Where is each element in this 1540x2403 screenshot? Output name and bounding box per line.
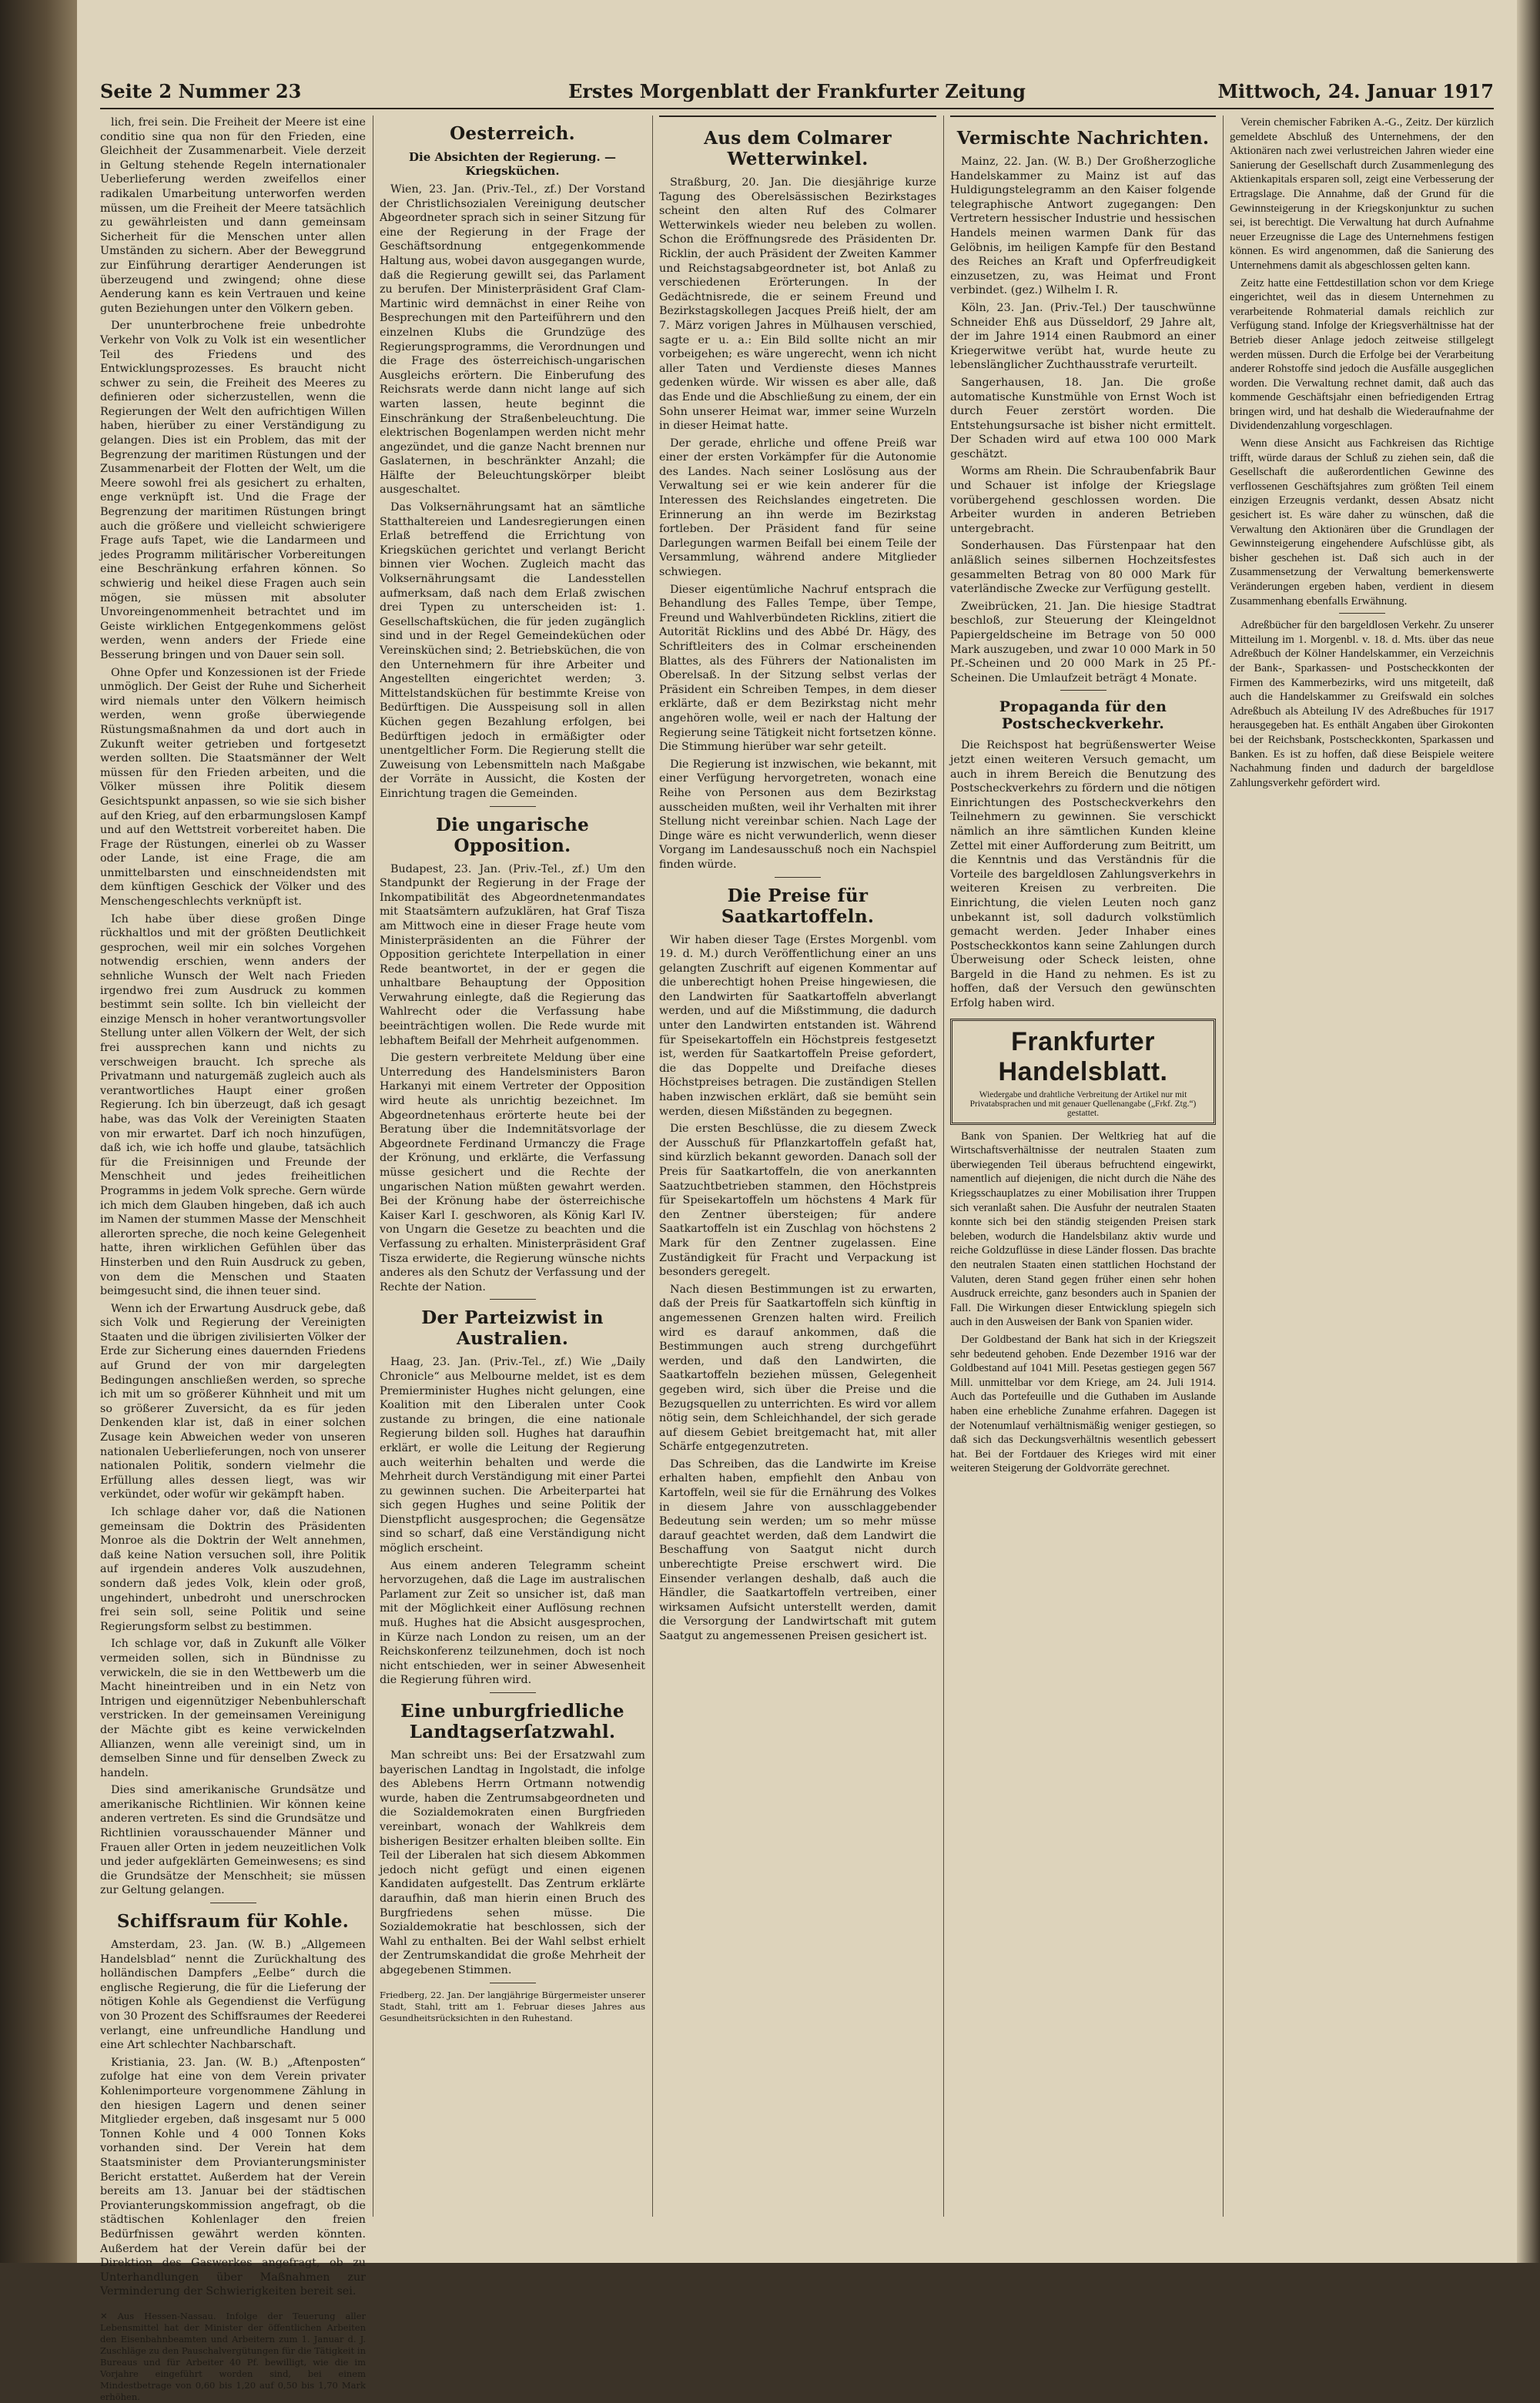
header-rule bbox=[100, 108, 1494, 109]
article-headline: Aus dem Colmarer Wetterwinkel. bbox=[704, 128, 892, 169]
article-paragraph: Wenn ich der Erwartung Ausdruck gebe, daß sich Volk und Regierung der Vereinigten Staaten und die übrigen zivilisierten Völker der Erde zur Sicherung eines dauernden Friedens auf Grund der von mir dargelegten Bedingungen anschließen werden, so spreche ich mit um so größerer Kühnheit und mit um so größerer Zuversicht, da es für jeden Denkenden klar ist, daß in einer solchen Zusage kein Abweichen weder von unseren nationalen Ueberlieferungen, noch von unserer nationalen Politik, sondern vielmehr die Erfüllung alles dessen liegt, was wir verkündet, oder wofür wir gekämpft haben. bbox=[100, 1302, 367, 1501]
article-paragraph: Adreßbücher für den bargeldlosen Verkehr. Zu unserer Mitteilung im 1. Morgenbl. v. 18. d. Mts. über das neue Adreßbuch der Kölner Handelskammer, ein Verzeichnis der Bank-, Sparkassen- und Postscheckkonten der Firmen des Kammerbezirks, wird uns mitgeteilt, daß auch die Handelskammer zu Greifswald ein solches Adreßbuch als Abteilung IV des Adreßbuches für 1917 herausgegeben hat. Es enthält Angaben über Girokonten bei der Reichsbank, Postscheckkonten, Sparkassen und Banken. Es ist zu hoffen, daß diese Beispiele weitere Nachahmung finden und dadurch der bargeldlose Zahlungsverkehr gefördert wird. bbox=[1230, 619, 1494, 789]
article-paragraph: Aus einem anderen Telegramm scheint hervorzugehen, daß die Lage im australischen Parlament zur Zeit so unsicher ist, daß man mit der Möglichkeit einer Auflösung rechnen muß. Hughes hat die Absicht ausgesprochen, in Kürze nach London zu reisen, um an der Reichskonferenz teilzunehmen, doch ist noch nicht entschieden, wer in seiner Abwesenheit die Regierung führen wird. bbox=[380, 1559, 645, 1687]
article-headline: Die Preise für Saatkartoffeln. bbox=[721, 885, 875, 927]
article-paragraph: Die ersten Beschlüsse, die zu diesem Zweck der Ausschuß für Pflanzkartoffeln gefaßt hat, sind kürzlich bekannt geworden. Danach soll der Preis für Saatkartoffeln, die von anerkannten Saatzuchtbetrieben stammen, den Höchstpreis für Speisekartoffeln um höchstens 4 Mark für den Zentner übersteigen; für andere Saatkartoffeln ist ein Zuschlag von höchstens 2 Mark für den Zentner zugelassen. Eine Zuständigkeit für Fracht und Verpackung ist besonders geregelt. bbox=[659, 1123, 936, 1279]
article-paragraph: Wenn diese Ansicht aus Fachkreisen das Richtige trifft, würde daraus der Schluß zu ziehen sein, daß die Gesellschaft die außerordentlichen Gewinne des verflossenen Geschäftsjahres zum größten Teil einem einzigen Erzeugnis verdankt, dessen Absatz nicht gesichert ist. Es wäre daher zu wünschen, daß die Verwaltung den Aktionären über die Grundlagen der Gewinnsteigerung eingehendere Aufschlüsse gibt, als bisher geschehen ist. Daß sich auch in der Zusammensetzung der Verwaltung bemerkenswerte Veränderungen ergeben haben, verdient in diesem Zusammenhang ebenfalls Erwähnung. bbox=[1230, 437, 1494, 607]
article-headline: Propaganda für den Postscheckverkehr. bbox=[999, 698, 1167, 733]
article-paragraph: Wir haben dieser Tage (Erstes Morgenbl. vom 19. d. M.) durch Veröffentlichung einer an uns gelangten Zuschrift auf eigenen Kommentar auf die unberechtigt hohen Preise hingewiesen, die den Landwirten für Saatkartoffeln abverlangt werden, und auf die Mißstimmung, die dadurch unter den Landwirten entstanden ist. Während für Speisekartoffeln ein Höchstpreis festgesetzt ist, werden für Saatkartoffeln Preise gefordert, die das Doppelte und Dreifache dieses Höchstpreises betragen. Die zuständigen Stellen haben inzwischen erklärt, daß sie bemüht sein werden, diesen Mißständen zu begegnen. bbox=[659, 933, 936, 1118]
article-paragraph: Zeitz hatte eine Fettdestillation schon vor dem Kriege eingerichtet, weil das in diesem Unternehmen zu verarbeitende Rohmaterial damals reichlich zur Verfügung stand. Infolge der Kriegsverhältnisse hat der Betrieb dieser Anlage jedoch zeitweise stillgelegt werden müssen. Durch die Erfolge bei der Verarbeitung anderer Rohstoffe sind jedoch die Ausfälle ausgeglichen worden. Die Verwaltung rechnet damit, daß auch das kommende Geschäftsjahr einen befriedigenden Ertrag bringen wird, und hat deshalb die Wiederaufnahme der Dividendenzahlung vorgeschlagen. bbox=[1230, 276, 1494, 433]
news-item: Sonderhausen. Das Fürstenpaar hat den anläßlich seines silbernen Hochzeitsfestes gesammelten Betrag von 80 000 Mark für vaterländische Zwecke zur Verfügung gestellt. bbox=[950, 540, 1216, 596]
news-brief: ✕ Aus Hessen-Nassau. Infolge der Teuerung aller Lebensmittel hat der Minister der öffentlichen Arbeiten den Eisenbahnbeamten und Arbeitern zum 1. Januar d. J. Zuschläge zu den Pauschalvergütungen für die Tätigkeit in Bureaus und für Arbeiter 40 Pf. bewilligt, wie die im Vorjahre eingeführt worden sind, bei einem Mindestbetrage von 0,60 bis 1,20 auf 0,50 bis 1,70 Mark erhöhen. bbox=[100, 2310, 366, 2402]
article-paragraph: Ich schlage vor, daß in Zukunft alle Völker vermeiden sollen, sich in Bündnisse zu verwickeln, die sie in den Wettbewerb um die Macht hineintreiben und in ein Netz von Intrigen und eigennütziger Nebenbuhlerschaft verstricken. In der gemeinsamen Vereinigung der Mächte gibt es keine verwickelnden Allianzen, wenn alle vereinigt sind, um in demselben Sinne und für denselben Zweck zu handeln. bbox=[100, 1638, 366, 1779]
article-paragraph: lich, frei sein. Die Freiheit der Meere ist eine conditio sine qua non für den Frieden, eine Gleichheit der Zusammenarbeit. Viele derzeit in Geltung stehende Regeln internationaler Ueberlieferung werden zweifellos einer radikalen Umarbeitung unterworfen werden müssen, um die Freiheit der Meere tatsächlich zu gewährleisten und dann gemeinsam Sicherheit für die Menschen unter allen Umständen zu sichern. Aber der Beweggrund zur Einführung derartiger Aenderungen ist überzeugend und zwingend; ohne diese Aenderung kann es kein Vertrauen und keine guten Beziehungen unter den Völkern geben. bbox=[100, 116, 366, 315]
section-box bbox=[659, 115, 936, 169]
article-headline: Oesterreich. bbox=[450, 123, 575, 144]
page-edge bbox=[1517, 0, 1540, 2263]
section-divider bbox=[1060, 690, 1106, 691]
article-headline: Der Parteizwist in Australien. bbox=[421, 1307, 604, 1350]
column-1 bbox=[100, 115, 367, 2402]
book-binding bbox=[0, 0, 77, 2263]
article-paragraph: Der ununterbrochene freie unbedrohte Verkehr von Volk zu Volk ist ein wesentlicher Teil des Friedens und des Entwicklungsprozesses. Es braucht nicht schwer zu sein, die Freiheit des Meeres zu definieren oder sicherzustellen, wenn die Regierungen der Welt den aufrichtigen Willen haben, hierüber zu einer Verständigung zu gelangen. Dies ist ein Problem, das mit der Begrenzung der maritimen Rüstungen und der Zusammenarbeit der Flotten der Welt, um die Meere sowohl frei als gesichert zu erhalten, enge verknüpft ist. Und die Frage der Begrenzung der maritimen Rüstungen bringt auch die größere und vielleicht schwierigere Frage aufs Tapet, wie die Landarmeen und jedes Programm militärischer Vorbereitungen eine Beschränkung erfahren können. So schwierig und heikel diese Fragen auch sein mögen, sie müssen mit absoluter Unvoreingenommenheit betrachtet und im Geiste wirklichen Entgegenkommens gelöst werden, wenn anders der Friede eine Besserung bringen und von Dauer sein soll. bbox=[100, 320, 366, 661]
news-brief: Friedberg, 22. Jan. Der langjährige Bürgermeister unserer Stadt, Stahl, tritt am 1. Februar dieses Jahres aus Gesundheitsrücksichten in den Ruhestand. bbox=[380, 1989, 645, 2023]
article-paragraph: Die Reichspost hat begrüßenswerter Weise jetzt einen weiteren Versuch gemacht, um auch in ihrem Bereich die Benutzung des Postscheckverkehrs zu fördern und die nötigen Einrichtungen des Postscheckverkehrs den Teilnehmern zu gewinnen. Sie verschickt nämlich an ihre sämtlichen Kunden kleine Zettel mit einer Aufforderung zum Beitritt, um die Kenntnis und das Verständnis für die Vorteile des bargeldlosen Zahlungsverkehrs in weiteren Kreisen zu verbreiten. Die Einrichtung, die vielen Leuten noch ganz unbekannt ist, soll dadurch volkstümlich gemacht werden. Jeder Inhaber eines Postscheckkontos kann seine Zahlungen durch Überweisung oder Scheck leisten, ohne Bargeld in die Hand zu nehmen. Es ist zu hoffen, daß der Versuch den gewünschten Erfolg haben wird. bbox=[950, 739, 1216, 1010]
section-divider bbox=[490, 1299, 536, 1300]
section-divider bbox=[490, 1692, 536, 1693]
article-paragraph: Ich habe über diese großen Dinge rückhaltlos und mit der größten Deutlichkeit gesprochen, weil mir ein solches Vorgehen notwendig erschien, wenn anders der sehnliche Wunsch der Welt nach Frieden irgendwo frei zum Ausdruck zu kommen bestimmt sein sollte. Ich bin vielleicht der einzige Mensch in hoher verantwortungsvoller Stellung unter allen Völkern der Welt, der sich frei aussprechen kann und nichts zu verschweigen braucht. Ich spreche als Privatmann und naturgemäß zugleich auch als verantwortliches Haupt einer großen Regierung. Ich bin überzeugt, daß ich gesagt habe, was das Volk der Vereinigten Staaten von mir erwartet. Darf ich noch hinzufügen, daß ich, wie ich hoffe und glaube, tatsächlich für die Freisinnigen und Freunde der Menschheit und jedes freiheitlichen Programms in jedem Volk spreche. Gern würde ich mich dem Glauben hingeben, daß ich auch im Namen der stummen Masse der Menschheit allerorten spreche, die noch keine Gelegenheit hatte, ihren wirklichen Gefühlen über das Hinsterben und den Ruin Ausdruck zu geben, von dem die Menschen und Staaten beimgesucht sind, die ihnen teuer sind. bbox=[100, 912, 366, 1298]
section-divider bbox=[490, 806, 536, 807]
banner-title: Frankfurter Handelsblatt. bbox=[998, 1026, 1168, 1086]
section-banner bbox=[950, 1019, 1216, 1125]
article-paragraph: Das Schreiben, das die Landwirte im Kreise erhalten haben, empfiehlt den Anbau von Kartoffeln, weil sie für die Ernährung des Volkes in diesem Jahre von ausschlaggebender Bedeutung sein werden; um so mehr müsse darauf geachtet werden, daß dem Landwirt die Beschaffung von Saatgut nicht durch unberechtigte Preise erschwert wird. Die Einsender verlangen deshalb, daß auch die Händler, die Saatkartoffeln vertreiben, einer wirksamen Aufsicht unterstellt werden, damit die Versorgung der Landwirtschaft mit gutem Saatgut zu angemessenen Preisen gesichert ist. bbox=[659, 1458, 936, 1642]
column-divider bbox=[943, 115, 944, 2217]
article-paragraph: Nach diesen Bestimmungen ist zu erwarten, daß der Preis für Saatkartoffeln sich künftig in angemessenen Grenzen halten wird. Freilich wird es darauf ankommen, daß die Bestimmungen auch streng durchgeführt werden, und daß den Landwirten, die Saatkartoffeln beziehen müssen, Gelegenheit gegeben wird, sich über die Preise und die Bezugsquellen zu unterrichten. Es wird vor allem nötig sein, dem Schleichhandel, der sich gerade auf diesem Gebiet breitgemacht hat, mit aller Schärfe entgegenzutreten. bbox=[659, 1283, 936, 1454]
article-paragraph: Der Goldbestand der Bank hat sich in der Kriegszeit sehr bedeutend gehoben. Ende Dezember 1916 war der Goldbestand auf 1041 Mill. Pesetas gestiegen gegen 567 Mill. unmittelbar vor dem Kriege, am 24. Juli 1914. Auch das Portefeuille und die Guthaben im Auslande haben eine erhebliche Zunahme erfahren. Dagegen ist der Notenumlauf verhältnismäßig weniger gestiegen, so daß sich das Deckungsverhältnis wesentlich gebessert hat. Bei der Fortdauer des Krieges wird mit einer weiteren Steigerung der Goldvorräte gerechnet. bbox=[950, 1333, 1216, 1475]
section-box bbox=[950, 115, 1216, 149]
article-paragraph: Amsterdam, 23. Jan. (W. B.) „Allgemeen Handelsblad“ nennt die Zurückhaltung des holländischen Dampfers „Eelbe“ durch die englische Regierung, die für die Lieferung der nötigen Kohle als Gegendienst die Verfügung von 30 Prozent des Schiffsraumes der Reederei verlangt, eine unfreundliche Handlung und eine Art schlechter Nachbarschaft. bbox=[100, 1939, 366, 2052]
banner-copyright-note: Wiedergabe und drahtliche Verbreitung der Artikel nur mit Privatabsprachen und mit genauer Quellenangabe („Frkf. Ztg.“) gestattet. bbox=[969, 1089, 1197, 1118]
article-subheadline: Die Absichten der Regierung. — Kriegsküchen. bbox=[409, 150, 616, 178]
article-paragraph: Dieser eigentümliche Nachruf entsprach die Behandlung des Falles Tempe, über Tempe, Freund und Wahlverbündeten Ricklins, zitiert die Autorität Ricklins und des Abbé Dr. Hägy, des Schriftleiters des in Colmar erscheinenden Blattes, als des Führers der Nationalisten im Oberelsaß. In der Sitzung selbst verlas der Präsident ein Schreiben Tempes, in dem dieser erklärte, daß er dem Bezirkstag nicht mehr angehören wolle, weil er nach der Haltung der Regierung seine Tätigkeit nicht fortsetzen könne. Die Stimmung hierüber war sehr geteilt. bbox=[659, 583, 936, 754]
news-item: Worms am Rhein. Die Schraubenfabrik Baur und Schauer ist infolge der Kriegslage vorübergehend geschlossen worden. Die Arbeiter wurden in anderen Betrieben untergebracht. bbox=[950, 465, 1216, 535]
article-headline: Eine unburgfriedliche Landtagserſatzwahl. bbox=[400, 1701, 624, 1742]
article-paragraph: Budapest, 23. Jan. (Priv.-Tel., zf.) Um den Standpunkt der Regierung in der Frage der Inkompatibilität des Abgeordnetenmandates mit Staatsämtern aufzuklären, hat Graf Tisza am Mittwoch eine in dieser Frage heute vom Ministerpräsidenten an die Führer der Opposition gerichtete Interpellation in einer Rede beantwortet, in der er gegen die unhaltbare Behauptung der Opposition Verwahrung einlegte, daß die Regierung das Wahlrecht oder die Verfassung habe beeinträchtigen wollen. Die Rede wurde mit lebhaftem Beifall der Mehrheit aufgenommen. bbox=[380, 862, 645, 1047]
news-item: Zweibrücken, 21. Jan. Die hiesige Stadtrat beschloß, zur Steuerung der Kleingeldnot Papiergeldscheine im Betrage von 50 000 Mark auszugeben, und zwar 10 000 Mark in 50 Pf.-Scheinen und 20 000 Mark in 25 Pf.-Scheinen. Die Umlaufzeit beträgt 4 Monate. bbox=[950, 600, 1216, 684]
column-divider bbox=[1223, 115, 1224, 2217]
page-header bbox=[100, 77, 1494, 108]
article-paragraph: Ich schlage daher vor, daß die Nationen gemeinsam die Doktrin des Präsidenten Monroe als die Doktrin der Welt annehmen, daß keine Nation versuchen soll, ihre Politik auf irgendein anderes Volk auszudehnen, sondern daß jedes Volk, klein oder groß, ungehindert, unbedroht und unerschrocken frei sein soll, seine Politik und seine Regierungsform selbst zu bestimmen. bbox=[100, 1506, 366, 1633]
news-item: Köln, 23. Jan. (Priv.-Tel.) Der tauschwünne Schneider Ehß aus Düsseldorf, 29 Jahre alt, der im Jahre 1914 einen Raubmord an einer Kriegerwitwe verübt hat, wurde heute zu lebenslänglicher Zuchthausstrafe verurteilt. bbox=[950, 301, 1216, 372]
column-4 bbox=[950, 115, 1216, 2232]
article-paragraph: Der gerade, ehrliche und offene Preiß war einer der ersten Vorkämpfer für die Autonomie des Landes. Nach seiner Loslösung aus der Verwaltung sei er wie kein anderer für die Interessen des Reichslandes eingetreten. Die Erinnerung an ihn werde im Bezirkstag fortleben. Der Präsident fand für seine Darlegungen warmen Beifall bei einem Teile der Versammlung, während andere Mitglieder schwiegen. bbox=[659, 437, 936, 579]
newspaper-page bbox=[77, 0, 1517, 2402]
section-divider bbox=[775, 877, 821, 878]
column-5 bbox=[1230, 115, 1494, 2232]
news-item: Mainz, 22. Jan. (W. B.) Der Großherzogliche Handelskammer zu Mainz ist auf das Huldigungstelegramm an den Kaiser folgende telegraphische Antwort zugegangen: Den Vertretern hessischer Industrie und hessischen Handels meinen warmen Dank für das Gelöbnis, im heiligen Kampfe für den Bestand des Reiches an Kraft und Opferfreudigkeit einzusetzen, zu, was Heimat und Front verbindet. (gez.) Wilhelm I. R. bbox=[950, 156, 1216, 297]
article-headline: Die ungarische Opposition. bbox=[435, 814, 590, 856]
article-headline: Schiffsraum für Kohle. bbox=[116, 1911, 350, 1933]
article-paragraph: Das Volksernährungsamt hat an sämtliche Statthaltereien und Landesregierungen einen Erlaß betreffend die Errichtung von Kriegsküchen gerichtet und verlangt Bericht binnen vier Wochen. Zugleich macht das Volksernährungsamt die Landesstellen aufmerksam, daß nach dem Erlaß zwischen drei Typen zu unterscheiden ist: 1. Gesellschaftsküchen, die für jeden zugänglich sind und in der Regel Gemeindeküchen oder Vereinsküchen sind; 2. Betriebsküchen, die von den Unternehmern für ihre Arbeiter und Angestellten eingerichtet werden; 3. Mittelstandsküchen für bestimmte Kreise von Bedürftigen. Die Ausspeisung soll in allen Küchen gegen Bezahlung erfolgen, bei Bedürftigen jedoch in ermäßigter oder unentgeltlicher Form. Die Regierung stellt die Zuweisung von Lebensmitteln nach Maßgabe der Vorräte in Aussicht, die Kosten der Einrichtung tragen die Gemeinden. bbox=[380, 501, 645, 800]
column-divider bbox=[652, 115, 653, 2217]
article-headline: Vermischte Nachrichten. bbox=[956, 128, 1210, 149]
article-paragraph: Ohne Opfer und Konzessionen ist der Friede unmöglich. Der Geist der Ruhe und Sicherheit wird niemals unter den Völkern heimisch werden, wenn große überwiegende Rüstungsmaßnahmen da und dort auch in Zukunft weiter getrieben und fortgesetzt werden sollten. Die Staatsmänner der Welt müssen für den Frieden arbeiten, und die Völker müssen ihre Politik diesem Gesichtspunkt anpassen, so wie sie sich bisher auf den Krieg, auf den erbarmungslosen Kampf und auf den Wettstreit vorbereitet haben. Die Frage der Rüstungen, einerlei ob zu Wasser oder Lande, ist eine Frage, die am unmittelbarsten und einschneidendsten mit dem künftigen Geschick der Völker und des Menschengeschlechts verknüpft ist. bbox=[100, 666, 366, 909]
article-paragraph: Verein chemischer Fabriken A.-G., Zeitz. Der kürzlich gemeldete Abschluß des Unternehmens, der den Aktionären nach zwei verlustreichen Jahren wieder eine Sanierung der Gesellschaft durch Zusammenlegung des Aktienkapitals ersparen soll, zeigt eine Verbesserung der Ertragslage. Die Annahme, daß der Grund für die Gewinnsteigerung in der Kriegskonjunktur zu suchen sei, ist berechtigt. Die Verwaltung hat durch Aufnahme neuer Erzeugnisse die Lage des Unternehmens festigen können. Es wird angenommen, daß die Sanierung des Unternehmens damit als abgeschlossen gelten kann. bbox=[1230, 116, 1494, 272]
article-paragraph: Wien, 23. Jan. (Priv.-Tel., zf.) Der Vorstand der Christlichsozialen Vereinigung deutscher Abgeordneter sprach sich in seiner Sitzung für eine der Regierung in der Frage der Geschäftsordnung entgegenkommende Haltung aus, wobei davon ausgegangen wurde, daß die Regierung gewillt sei, das Parlament zu berufen. Der Ministerpräsident Graf Clam-Martinic wird demnächst in einer Reihe von Besprechungen mit den Parteiführern und den einzelnen Klubs die Grundzüge des Regierungsprogramms, die Verordnungen und die Frage des österreichisch-ungarischen Ausgleichs erörtern. Die Einberufung des Reichsrats werde dann nicht lange auf sich warten lassen, heute beginnt die Einschränkung der Straßenbeleuchtung. Die elektrischen Bogenlampen werden nicht mehr angezündet, und die ganze Nacht brennen nur Gaslaternen, in beschränkter Anzahl; die Hälfte der Beleuchtungskörper bleibt ausgeschaltet. bbox=[380, 183, 645, 497]
article-paragraph: Die Regierung ist inzwischen, wie bekannt, mit einer Verfügung hervorgetreten, wonach eine Reihe von Personen aus dem Bezirkstag ausscheiden mußten, weil ihr Verhalten mit ihrer Stellung nicht vereinbar schien. Nach Lage der Dinge wäre es nicht verwunderlich, wenn dieser Vorgang im Landesausschuß noch ein Nachspiel finden würde. bbox=[659, 758, 936, 871]
article-paragraph: Bank von Spanien. Der Weltkrieg hat auf die Wirtschaftsverhältnisse der neutralen Staaten zum überwiegenden Teil überaus befruchtend eingewirkt, namentlich auf diejenigen, die nicht durch die Nähe des Kriegsschauplatzes zu einer Mobilisation ihrer Truppen sich veranlaßt sahen. Die Ausfuhr der neutralen Staaten konnte sich bei den ständig steigenden Preisen stark beleben, wodurch die Handelsbilanz aktiv wurde und reiche Goldzuflüsse in diese Länder flossen. Das brachte den neutralen Staaten einen stattlichen Hochstand der Valuten, deren Stand gegen früher einen sehr hohen Ausdruck erreichte, ganz besonders auch in Spanien der Fall. Die Wirkungen dieser Entwicklung spiegeln sich auch in den Ausweisen der Bank von Spanien wider. bbox=[950, 1130, 1216, 1329]
article-paragraph: Haag, 23. Jan. (Priv.-Tel., zf.) Wie „Daily Chronicle“ aus Melbourne meldet, ist es dem Premierminister Hughes nicht gelungen, eine Koalition mit den Liberalen unter Cook zustande zu bringen, die eine nationale Regierung bilden soll. Hughes hat daraufhin erklärt, er wolle die Leitung der Regierung auch weiterhin behalten und werde die Mehrheit durch Verständigung mit einer Partei zu gewinnen suchen. Die Arbeiterpartei hat sich gegen Hughes und seine Politik der Dienstpflicht ausgesprochen; die Gegensätze sind so scharf, daß eine Verständigung nicht möglich erscheint. bbox=[380, 1356, 645, 1555]
news-item: Sangerhausen, 18. Jan. Die große automatische Kunstmühle von Ernst Woch ist durch Feuer zerstört worden. Die Entstehungsursache ist bisher nicht ermittelt. Der Schaden wird auf etwa 100 000 Mark geschätzt. bbox=[950, 376, 1216, 460]
article-paragraph: Die gestern verbreitete Meldung über eine Unterredung des Handelsministers Baron Harkanyi mit einem Vertreter der Opposition wird heute als unrichtig bezeichnet. Im Abgeordnetenhaus erörterte heute bei der Beratung über die Indemnitätsvorlage der Abgeordnete Ferdinand Urmanczy die Frage der Krönung, und erklärte, die Verfassung müsse gesichert und die Rechte der ungarischen Nation müßten gewahrt werden. Bei der Krönung habe der österreichische Kaiser Karl I. geschworen, als König Karl IV. von Ungarn die Gesetze zu beachten und die Verfassung zu erhalten. Ministerpräsident Graf Tisza erwiderte, die Regierung wünsche nichts anderes als den Schutz der Verfassung und der Rechte der Nation. bbox=[380, 1052, 645, 1294]
article-paragraph: Dies sind amerikanische Grundsätze und amerikanische Richtlinien. Wir können keine anderen vertreten. Es sind die Grundsätze und Richtlinien vorausschauender Männer und Frauen aller Orten in jedem neuzeitlichen Volk und jeder aufgeklärten Gemeinwesens; es sind die Grundsätze der Menschheit; sie müssen zur Geltung gelangen. bbox=[100, 1784, 366, 1897]
masthead-title: Erstes Morgenblatt der Frankfurter Zeitung bbox=[568, 80, 1026, 102]
article-paragraph: Straßburg, 20. Jan. Die diesjährige kurze Tagung des Oberelsässischen Bezirkstages scheint den alten Ruf des Colmarer Wetterwinkels wieder neu beleben zu wollen. Schon die Eröffnungsrede des Präsidenten Dr. Ricklin, der auch Präsident der Zweiten Kammer und Reichstagsabgeordneter ist, bot Anlaß zu verschiedenen Erörterungen. In der Gedächtnisrede, die er seinem Freund und Bezirkstagskollegen Jacques Preiß hielt, der am 7. März vorigen Jahres in Mülhausen verschied, sagte er u. a.: Ein Bild sollte nicht an mir vorbeigehen; es wäre ungerecht, wenn ich nicht aller Taten und Verdienste dieses Mannes gedenken würde. Wir wissen es aber alle, daß das Ende und die Abschließung zu einem, der ein Sohn unserer Heimat war, immer seine Wurzeln in dieser Heimat hatte. bbox=[659, 176, 936, 433]
column-3 bbox=[659, 115, 936, 2232]
section-divider bbox=[1339, 613, 1385, 614]
column-2 bbox=[380, 115, 645, 2232]
article-paragraph: Man schreibt uns: Bei der Ersatzwahl zum bayerischen Landtag in Ingolstadt, die infolge des Ablebens Herrn Ortmann notwendig wurde, haben die Zentrumsabgeordneten und die Sozialdemokraten einen Burgfrieden vereinbart, wonach der Wahlkreis dem bisherigen Besitzer erhalten bleiben sollte. Ein Teil der Liberalen hat sich diesem Abkommen jedoch nicht gefügt und einen eigenen Kandidaten aufgestellt. Das Zentrum erklärte daraufhin, daß man hierin einen Bruch des Burgfriedens sehen müsse. Die Sozialdemokratie hat beschlossen, sich der Wahl zu enthalten. Bei der Wahl selbst erhielt der Zentrumskandidat die große Mehrheit der abgegebenen Stimmen. bbox=[380, 1749, 645, 1976]
article-paragraph: Kristiania, 23. Jan. (W. B.) „Aftenposten“ zufolge hat eine von dem Verein privater Kohlenimporteure vorgenommene Zählung in den hiesigen Lagern und denen seiner Mitglieder ergeben, daß insgesamt nur 5 000 Tonnen Kohle und 4 000 Tonnen Koks vorhanden sind. Der Verein hat dem Staatsminister dem Provianterungsminister Bericht erstattet. Außerdem hat der Verein bereits am 13. Januar bei der städtischen Provianterungskommission angefragt, ob die städtischen Kohlenlager den freien Bedürfnissen gewährt werden könnten. Außerdem hat der Verein dafür bei der Direktion des Gaswerkes angefragt, ob zu Unterhandlungen über Maßnahmen zur Verminderung der Schwierigkeiten bereit sei. bbox=[100, 2056, 366, 2298]
page-number: Seite 2 Nummer 23 bbox=[100, 80, 302, 102]
issue-date: Mittwoch, 24. Januar 1917 bbox=[1217, 80, 1494, 102]
